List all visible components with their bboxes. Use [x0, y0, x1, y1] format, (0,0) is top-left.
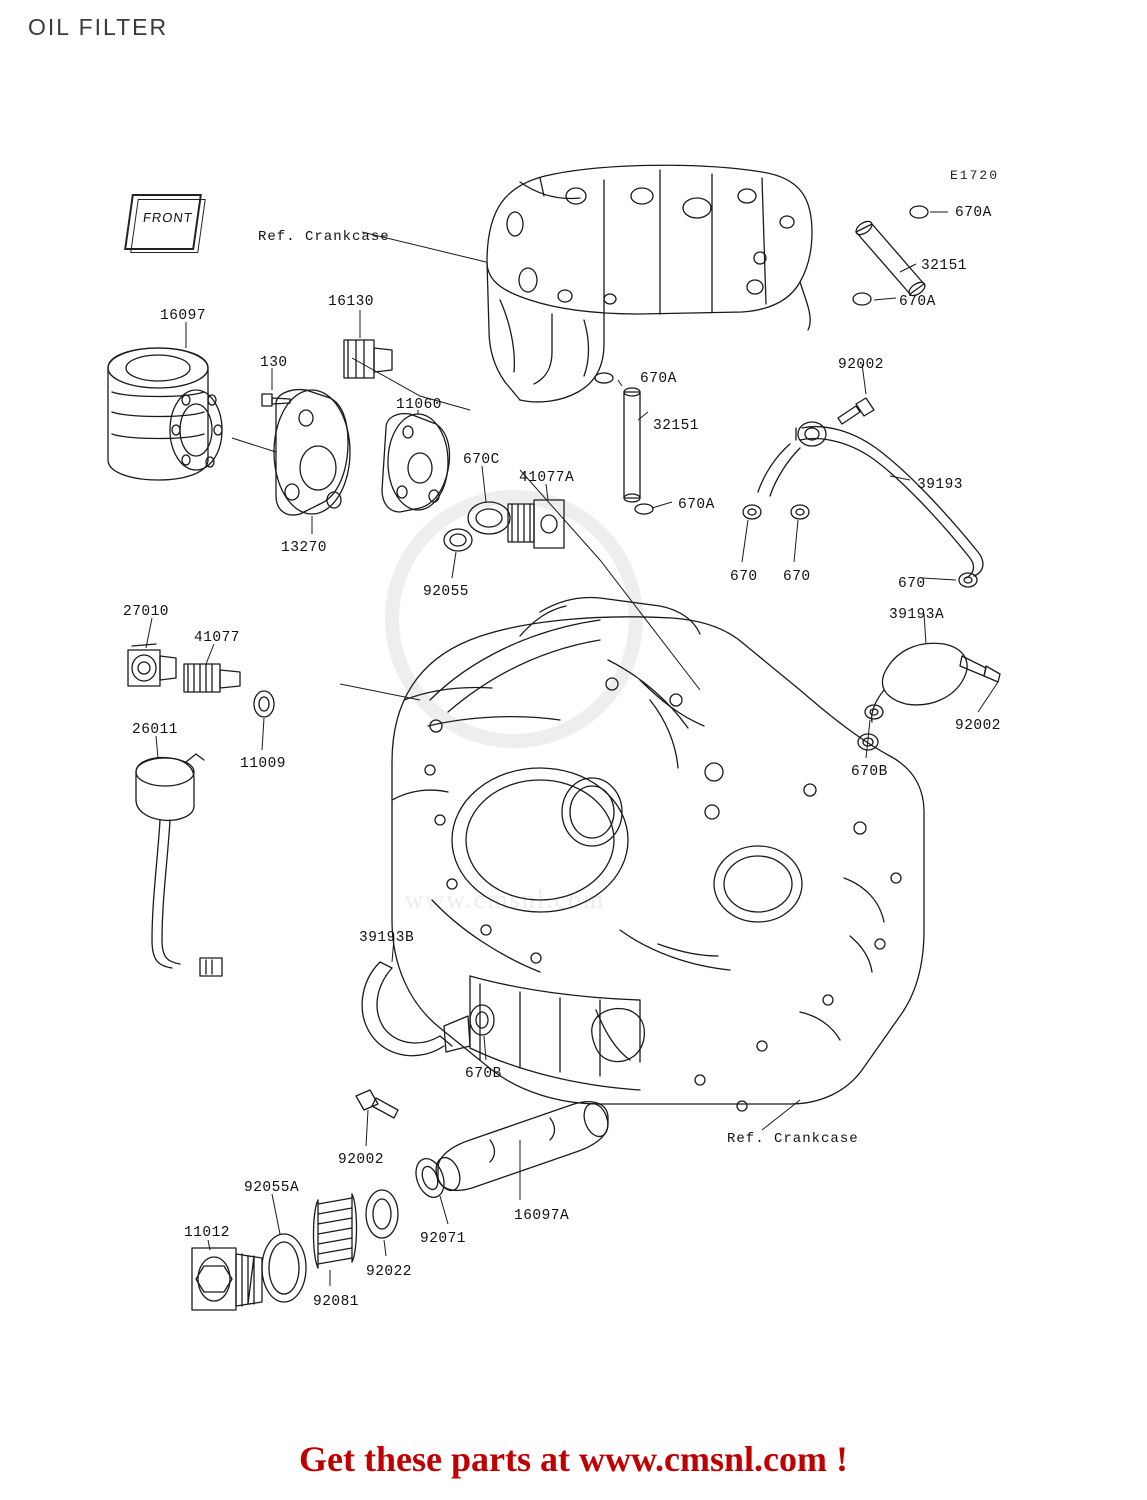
oil-pipe-39193a	[865, 643, 1000, 722]
callout-670c: 670C	[463, 452, 500, 468]
oring-92055a	[262, 1234, 306, 1302]
callout-670a-2: 670A	[899, 294, 936, 310]
callout-11009: 11009	[240, 756, 287, 772]
filter-cover-13270	[170, 390, 350, 515]
callout-670a-3: 670A	[640, 371, 677, 387]
ref-note-crankcase-top: Ref. Crankcase	[258, 229, 390, 245]
diagram-code: E1720	[950, 168, 1000, 183]
callout-92055: 92055	[423, 584, 470, 600]
callout-92055a: 92055A	[244, 1180, 300, 1196]
callout-92002-1: 92002	[838, 357, 885, 373]
page-title: OIL FILTER	[28, 14, 169, 40]
watermark-text: www.cmsnl.com	[404, 885, 606, 914]
callout-670b-2: 670B	[465, 1066, 502, 1082]
callout-26011: 26011	[132, 722, 179, 738]
callout-670-3: 670	[898, 576, 926, 592]
callout-16130: 16130	[328, 294, 375, 310]
callout-11012: 11012	[184, 1225, 231, 1241]
oring-670c	[468, 502, 510, 534]
bolt-130	[262, 394, 290, 406]
washer-92022	[366, 1190, 398, 1238]
oring-92055	[444, 529, 472, 551]
callout-13270: 13270	[281, 540, 328, 556]
callout-41077: 41077	[194, 630, 241, 646]
orings-misc	[858, 734, 878, 750]
callout-41077a: 41077A	[519, 470, 575, 486]
callout-92022: 92022	[366, 1264, 413, 1280]
gasket-11060	[382, 414, 450, 512]
crankcase-lower	[392, 598, 924, 1111]
front-badge-frame-inner	[130, 199, 206, 253]
cap-11012	[192, 1248, 262, 1310]
front-badge-label: FRONT	[142, 210, 194, 225]
ref-note-crankcase-bottom: Ref. Crankcase	[727, 1131, 859, 1147]
oil-pipe-39193b	[356, 962, 494, 1118]
callout-670a-4: 670A	[678, 497, 715, 513]
callout-39193a: 39193A	[889, 607, 945, 623]
callout-92081: 92081	[313, 1294, 360, 1310]
spring-92081	[314, 1194, 357, 1268]
callout-27010: 27010	[123, 604, 170, 620]
callout-670a-1: 670A	[955, 205, 992, 221]
pipe-32151-center	[595, 373, 653, 514]
washer-11009	[254, 691, 274, 717]
switch-27010	[128, 644, 176, 686]
wire-26011	[136, 754, 222, 976]
callout-39193b: 39193B	[359, 930, 415, 946]
callout-92002-3: 92002	[338, 1152, 385, 1168]
callout-39193: 39193	[917, 477, 964, 493]
oil-screen-16097a	[411, 1100, 612, 1201]
watermark	[375, 470, 635, 970]
crankcase-upper	[487, 165, 812, 402]
footer-promo-text: Get these parts at www.cmsnl.com !	[299, 1439, 848, 1479]
callout-92071: 92071	[420, 1231, 467, 1247]
callout-670b-1: 670B	[851, 764, 888, 780]
callout-16097: 16097	[160, 308, 207, 324]
valve-41077a	[508, 500, 564, 548]
oil-filter-16097	[108, 348, 208, 480]
callout-670-2: 670	[783, 569, 811, 585]
plug-16130	[344, 340, 392, 378]
callout-32151-1: 32151	[921, 258, 968, 274]
watermark-circle	[385, 490, 643, 748]
front-orientation-badge	[124, 190, 204, 256]
callout-11060: 11060	[396, 397, 443, 413]
callout-32151-2: 32151	[653, 418, 700, 434]
pipe-32151-right	[853, 206, 928, 305]
valve-41077	[184, 664, 240, 692]
callout-16097a: 16097A	[514, 1208, 570, 1224]
callout-130: 130	[260, 355, 288, 371]
callout-670-1: 670	[730, 569, 758, 585]
callout-92002-2: 92002	[955, 718, 1002, 734]
